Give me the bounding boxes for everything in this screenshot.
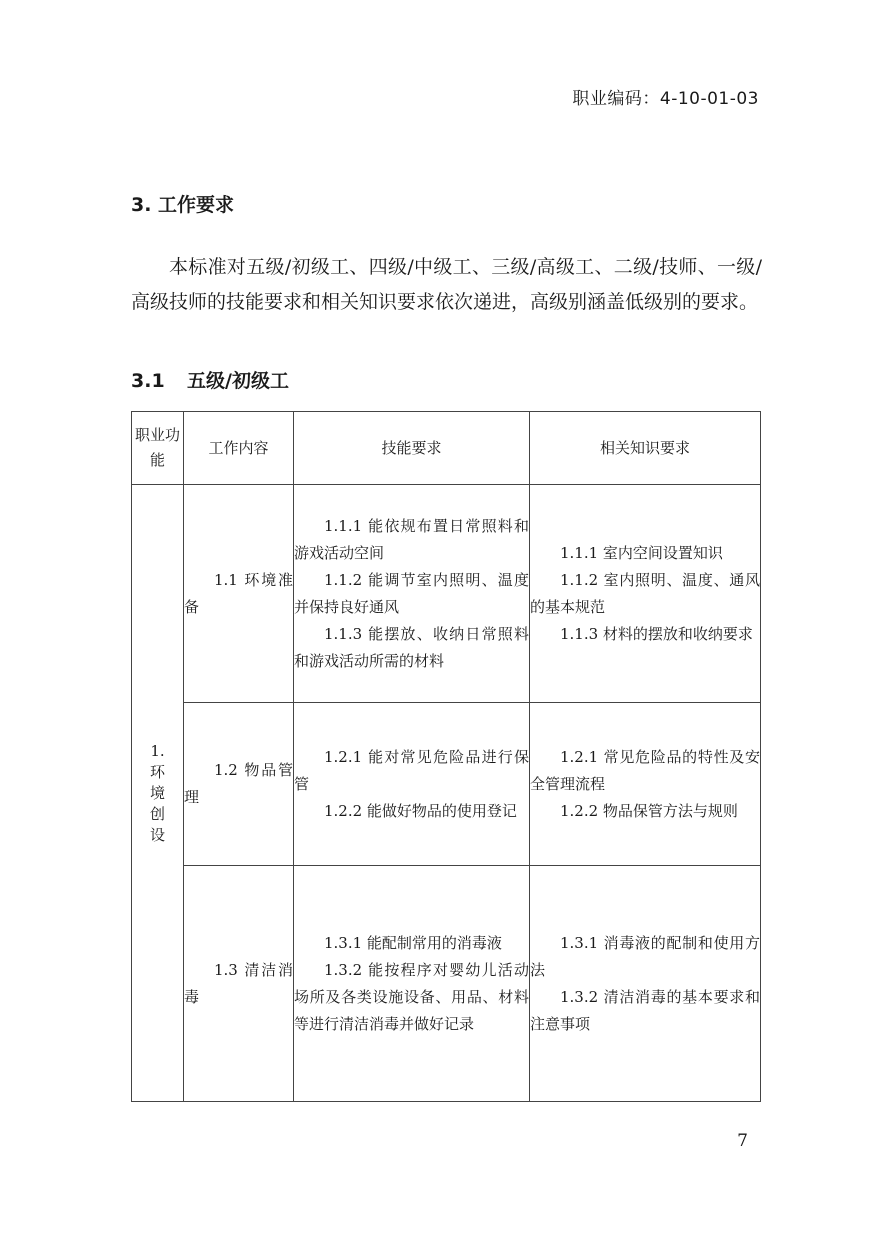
knowledge-cell xyxy=(530,866,761,1102)
skill-cell xyxy=(294,866,530,1102)
table-row xyxy=(132,866,761,1102)
header-function: 职业功能 xyxy=(132,412,184,485)
requirements-table xyxy=(131,411,761,1102)
header-skill: 技能要求 xyxy=(294,412,530,485)
table-row xyxy=(132,703,761,866)
page-number: 7 xyxy=(737,1131,748,1151)
header-knowledge: 相关知识要求 xyxy=(530,412,761,485)
function-char: 设 xyxy=(149,825,165,844)
function-char: 境 xyxy=(149,783,165,802)
knowledge-item: 1.1.3 材料的摆放和收纳要求 xyxy=(560,624,753,643)
function-cell xyxy=(132,485,184,1102)
knowledge-item: 1.3.2 清洁消毒的基本要求和注意事项 xyxy=(530,987,760,1033)
work-cell xyxy=(184,485,294,703)
knowledge-cell xyxy=(530,703,761,866)
section-intro: 本标准对五级/初级工、四级/中级工、三级/高级工、二级/技师、一级/高级技师的技能要求和相关知识要求依次递进，高级别涵盖低级别的要求。 xyxy=(131,256,762,313)
skill-item: 1.3.2 能按程序对婴幼儿活动场所及各类设施设备、用品、材料等进行清洁消毒并做好记录 xyxy=(294,960,529,1033)
knowledge-item: 1.2.2 物品保管方法与规则 xyxy=(560,801,738,820)
knowledge-item: 1.1.2 室内照明、温度、通风的基本规范 xyxy=(530,570,760,616)
table-header-row xyxy=(132,412,761,485)
skill-item: 1.2.1 能对常见危险品进行保管 xyxy=(294,747,529,793)
function-number: 1. xyxy=(150,741,165,760)
work-text: 1.1 环境准备 xyxy=(184,570,293,616)
work-cell xyxy=(184,866,294,1102)
knowledge-item: 1.2.1 常见危险品的特性及安全管理流程 xyxy=(530,747,760,793)
function-char: 创 xyxy=(149,804,165,823)
subsection-number: 3.1 xyxy=(131,370,165,392)
subsection-title: 五级/初级工 xyxy=(187,370,289,392)
work-text: 1.3 清洁消毒 xyxy=(184,960,293,1006)
occupation-code: 职业编码：4-10-01-03 xyxy=(572,89,759,109)
knowledge-item: 1.1.1 室内空间设置知识 xyxy=(560,543,723,562)
knowledge-cell xyxy=(530,485,761,703)
skill-cell xyxy=(294,703,530,866)
subsection-heading xyxy=(131,366,289,393)
work-text: 1.2 物品管理 xyxy=(184,761,293,806)
knowledge-item: 1.3.1 消毒液的配制和使用方法 xyxy=(530,933,760,979)
skill-item: 1.3.1 能配制常用的消毒液 xyxy=(324,933,502,952)
skill-cell xyxy=(294,485,530,703)
header-work: 工作内容 xyxy=(184,412,294,485)
section-title: 3. 工作要求 xyxy=(131,194,235,216)
function-char: 环 xyxy=(149,762,165,781)
skill-item: 1.1.1 能依规布置日常照料和游戏活动空间 xyxy=(294,516,529,562)
table-row xyxy=(132,485,761,703)
work-cell xyxy=(184,703,294,866)
skill-item: 1.1.2 能调节室内照明、温度并保持良好通风 xyxy=(294,570,529,616)
skill-item: 1.1.3 能摆放、收纳日常照料和游戏活动所需的材料 xyxy=(294,624,529,670)
skill-item: 1.2.2 能做好物品的使用登记 xyxy=(324,801,517,820)
